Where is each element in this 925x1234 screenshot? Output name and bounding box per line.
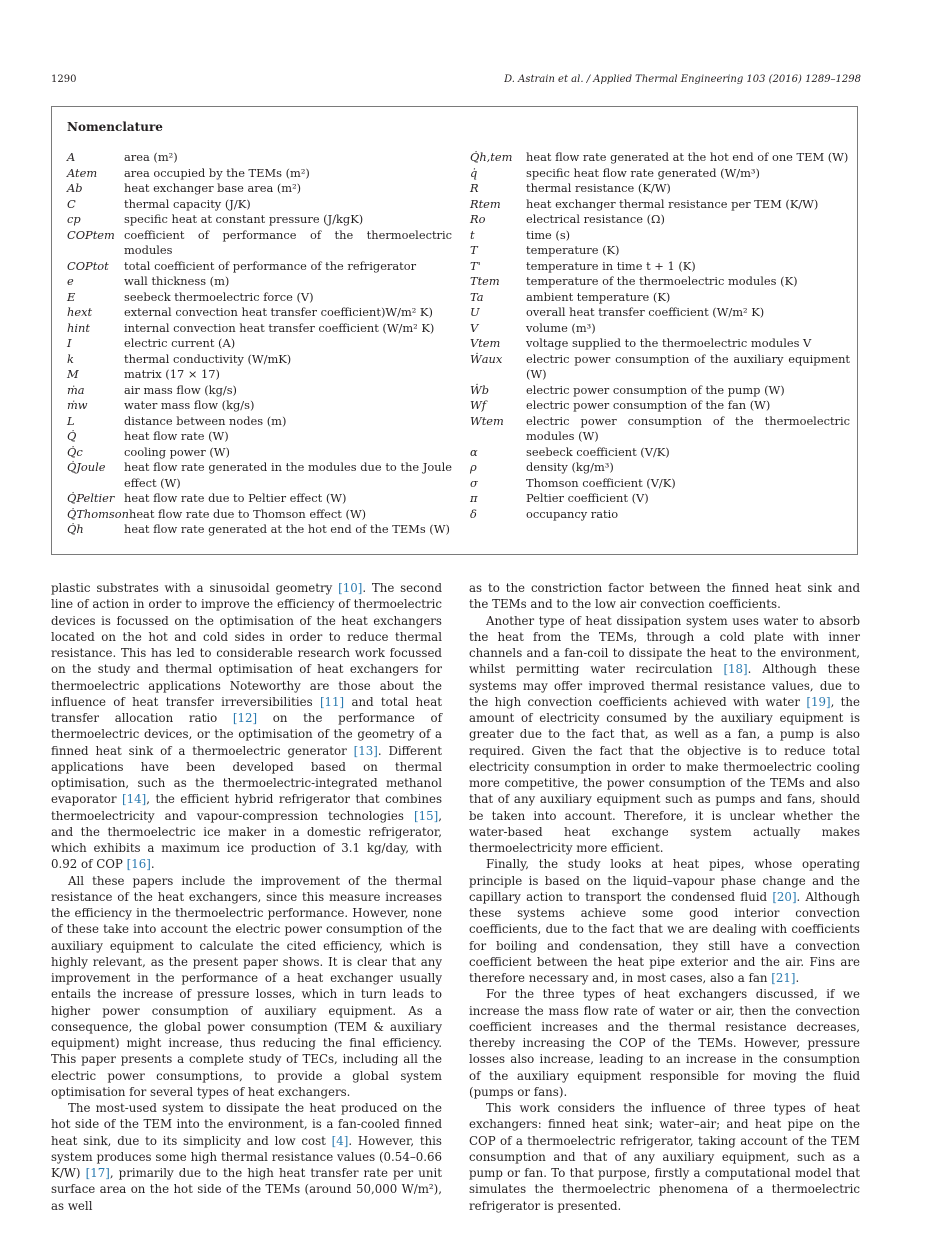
- nomenclature-entry: [470, 460, 850, 476]
- nomenclature-symbol: ṁw: [67, 398, 88, 412]
- nomenclature-definition: electrical resistance (Ω): [526, 212, 665, 226]
- nomenclature-definition: Peltier coefficient (V): [526, 491, 649, 505]
- page-number: 1290: [51, 74, 77, 85]
- nomenclature-definition: coefficient of performance of the thermoelectric modules: [124, 227, 452, 257]
- nomenclature-symbol: e: [67, 274, 74, 288]
- nomenclature-definition: temperature of the thermoelectric modules (K): [526, 274, 798, 288]
- reference-link[interactable]: [21]: [771, 971, 796, 985]
- nomenclature-entry: [67, 367, 452, 383]
- nomenclature-definition: matrix (17 × 17): [124, 367, 220, 381]
- nomenclature-symbol: Ttem: [470, 274, 500, 288]
- nomenclature-entry: [67, 150, 452, 166]
- nomenclature-entry: [470, 243, 850, 259]
- nomenclature-entry: [470, 259, 850, 275]
- nomenclature-definition: temperature in time t + 1 (K): [526, 258, 696, 273]
- nomenclature-entry: [67, 414, 452, 430]
- nomenclature-entry: [470, 336, 850, 352]
- nomenclature-definition: cooling power (W): [124, 444, 230, 459]
- nomenclature-definition: electric power consumption of the pump (W): [526, 382, 785, 397]
- nomenclature-definition: heat exchanger thermal resistance per TEM (K/W): [526, 196, 819, 211]
- reference-link[interactable]: [15]: [414, 808, 439, 823]
- body-paragraph: This work considers the influence of three types of heat exchangers: finned heat sink; water–air; and heat pipe on the COP of a thermoelectric refrigerator, taking account of the TEM consumption and that of any auxiliary equipment, such as a pump or fan. To that purpose, firstly a computational model that simulates the thermoelectric phenomena of a thermoelectric refrigerator is presented.: [469, 1101, 860, 1213]
- nomenclature-entry: [67, 181, 452, 197]
- nomenclature-definition: seebeck thermoelectric force (V): [124, 289, 314, 304]
- nomenclature-definition: voltage supplied to the thermoelectric modules V: [526, 336, 812, 350]
- nomenclature-symbol: Q̇c: [67, 444, 83, 459]
- body-paragraph: plastic substrates with a sinusoidal geometry [10]. The second line of action in order to improve the efficiency of thermoelectric devices is focussed on the optimisation of the heat exchangers located on the hot and cold sides in order to reduce thermal resistance. This has led to considerable research work focussed on the study and thermal optimisation of heat exchangers for thermoelectric applications Noteworthy are those about the influence of heat transfer irreversibilities [11] and total heat transfer allocation ratio [12] on the performance of thermoelectric devices, or the optimisation of the geometry of a finned heat sink of a thermoelectric generator [13]. Different applications have been developed based on thermal optimisation, such as the thermoelectric-integrated methanol evaporator [14], the efficient hybrid refrigerator that combines thermoelectricity and vapour-compression technologies [15], and the thermoelectric ice maker in a domestic refrigerator, which exhibits a maximum ice production of 3.1 kg/day, with 0.92 of COP [16].: [51, 581, 442, 872]
- body-left-column: [51, 580, 442, 1214]
- nomenclature-definition: thermal resistance (K/W): [526, 181, 671, 195]
- reference-link[interactable]: [10]: [338, 581, 363, 595]
- reference-link[interactable]: [16]: [126, 857, 151, 872]
- nomenclature-entry: [67, 228, 452, 259]
- nomenclature-symbol: COPtem: [67, 227, 115, 242]
- nomenclature-definition: heat exchanger base area (m²): [124, 181, 302, 195]
- nomenclature-entry: [67, 290, 452, 306]
- journal-citation: D. Astrain et al. / Applied Thermal Engineering 103 (2016) 1289–1298: [504, 74, 861, 85]
- nomenclature-symbol: Q̇Joule: [67, 460, 106, 474]
- nomenclature-definition: thermal capacity (J/K): [124, 196, 251, 211]
- nomenclature-right-column: [470, 150, 850, 522]
- nomenclature-symbol: Ẇaux: [470, 351, 503, 366]
- nomenclature-entry: [470, 212, 850, 228]
- nomenclature-entry: [67, 274, 452, 290]
- nomenclature-definition: heat flow rate generated at the hot end of the TEMs (W): [124, 522, 450, 536]
- nomenclature-title: Nomenclature: [67, 120, 163, 134]
- nomenclature-symbol: hext: [67, 305, 93, 319]
- nomenclature-symbol: α: [470, 444, 478, 459]
- nomenclature-entry: [470, 398, 850, 414]
- nomenclature-entry: [470, 197, 850, 213]
- nomenclature-entry: [470, 321, 850, 337]
- nomenclature-symbol: q̇: [470, 165, 478, 180]
- nomenclature-symbol: ρ: [470, 460, 477, 474]
- nomenclature-box: [51, 106, 858, 555]
- nomenclature-symbol: Q̇h,tem: [470, 150, 513, 164]
- nomenclature-entry: [67, 522, 452, 538]
- nomenclature-symbol: T': [470, 258, 481, 273]
- nomenclature-symbol: Wtem: [470, 413, 504, 428]
- nomenclature-entry: [67, 321, 452, 337]
- nomenclature-entry: [67, 212, 452, 228]
- nomenclature-entry: [470, 274, 850, 290]
- reference-link[interactable]: [12]: [232, 711, 258, 725]
- nomenclature-symbol: Atem: [67, 165, 98, 180]
- reference-link[interactable]: [18]: [723, 662, 748, 677]
- nomenclature-definition: volume (m³): [526, 320, 596, 335]
- nomenclature-symbol: Rtem: [470, 196, 501, 211]
- nomenclature-symbol: Q̇: [67, 429, 77, 443]
- nomenclature-definition: area occupied by the TEMs (m²): [124, 165, 310, 180]
- nomenclature-definition: external convection heat transfer coefficient)W/m² K): [124, 305, 433, 319]
- nomenclature-definition: area (m²): [124, 150, 178, 164]
- nomenclature-symbol: Q̇Thomson: [67, 506, 129, 521]
- nomenclature-symbol: σ: [470, 475, 478, 490]
- nomenclature-definition: electric power consumption of the auxiliary equipment (W): [526, 351, 850, 381]
- nomenclature-symbol: Ta: [470, 289, 484, 304]
- nomenclature-definition: air mass flow (kg/s): [124, 382, 237, 397]
- nomenclature-entry: [470, 445, 850, 461]
- nomenclature-definition: temperature (K): [526, 243, 620, 257]
- reference-link[interactable]: [11]: [319, 694, 345, 709]
- nomenclature-entry: [67, 460, 452, 491]
- nomenclature-definition: Thomson coefficient (V/K): [526, 475, 676, 490]
- nomenclature-symbol: Q̇h: [67, 522, 84, 536]
- nomenclature-entry: [67, 336, 452, 352]
- nomenclature-left-column: [67, 150, 452, 538]
- nomenclature-symbol: C: [67, 196, 76, 211]
- nomenclature-definition: time (s): [526, 227, 571, 242]
- nomenclature-definition: electric power consumption of the thermoelectric modules (W): [526, 413, 850, 443]
- nomenclature-symbol: R: [470, 181, 479, 195]
- nomenclature-symbol: Ro: [470, 212, 486, 226]
- nomenclature-entry: [67, 352, 452, 368]
- nomenclature-definition: heat flow rate due to Thomson effect (W): [128, 506, 367, 521]
- reference-link[interactable]: [17]: [85, 1166, 110, 1180]
- nomenclature-symbol: ṁa: [67, 382, 85, 397]
- nomenclature-symbol: π: [470, 491, 478, 505]
- nomenclature-definition: density (kg/m³): [526, 460, 614, 474]
- nomenclature-definition: water mass flow (kg/s): [124, 398, 255, 412]
- nomenclature-entry: [470, 305, 850, 321]
- nomenclature-definition: heat flow rate generated in the modules due to the Joule effect (W): [124, 460, 452, 490]
- body-paragraph: All these papers include the improvement of the thermal resistance of the heat exchangers, since this measure increases the efficiency in the thermoelectric performance. However, none of these take into account the electric power consumption of the auxiliary equipment to calculate the cited efficiency, which is highly relevant, as the present paper shows. It is clear that any improvement in the performance of a heat exchanger usually entails the increase of pressure losses, which in turn leads to higher power consumption of auxiliary equipment. As a consequence, the global power consumption (TEM & auxiliary equipment) might increase, thus reducing the final efficiency. This paper presents a complete study of TECs, including all the electric power consumptions, to provide a global system optimisation for several types of heat exchangers.: [51, 873, 442, 1099]
- nomenclature-definition: electric current (A): [124, 336, 236, 350]
- nomenclature-entry: [470, 383, 850, 399]
- nomenclature-definition: internal convection heat transfer coefficient (W/m² K): [124, 320, 435, 335]
- nomenclature-symbol: E: [67, 289, 76, 304]
- nomenclature-definition: occupancy ratio: [526, 506, 619, 521]
- nomenclature-symbol: Vtem: [470, 336, 501, 350]
- nomenclature-entry: [67, 429, 452, 445]
- nomenclature-symbol: t: [470, 227, 475, 242]
- reference-link[interactable]: [14]: [122, 792, 147, 807]
- body-paragraph: The most-used system to dissipate the heat produced on the hot side of the TEM into the environment, is a fan-cooled finned heat sink, due to its simplicity and low cost [4]. However, this system produces some high thermal resistance values (0.54–0.66 K/W) [17], primarily due to the high heat transfer rate per unit surface area on the hot side of the TEMs (around 50,000 W/m²), as well: [51, 1101, 442, 1213]
- nomenclature-entry: [470, 414, 850, 445]
- reference-link[interactable]: [13]: [353, 743, 378, 758]
- reference-link[interactable]: [19]: [806, 694, 831, 709]
- nomenclature-entry: [67, 197, 452, 213]
- body-paragraph: Another type of heat dissipation system uses water to absorb the heat from the TEMs, through a cold plate with inner channels and a fan-coil to dissipate the heat to the environment, whilst permitting water recirculation [18]. Although these systems may offer improved thermal resistance values, due to the high convection coefficients achieved with water [19], the amount of electricity consumed by the auxiliary equipment is greater due to the fact that, as well as a fan, a pump is also required. Given the fact that the objective is to reduce total electricity consumption in order to make thermoelectric cooling more competitive, the power consumption of the TEMs and also that of any auxiliary equipment such as pumps and fans, should be taken into account. Therefore, it is unclear whether the water-based heat exchange system actually makes thermoelectricity more efficient.: [469, 613, 860, 855]
- running-head: [51, 73, 861, 87]
- nomenclature-symbol: Ẇb: [470, 382, 489, 397]
- nomenclature-symbol: hint: [67, 320, 90, 335]
- nomenclature-entry: [470, 166, 850, 182]
- nomenclature-symbol: I: [67, 336, 72, 350]
- body-right-column: [469, 580, 860, 1214]
- nomenclature-symbol: δ: [470, 506, 477, 521]
- nomenclature-symbol: cp: [67, 212, 81, 226]
- nomenclature-entry: [470, 476, 850, 492]
- nomenclature-entry: [67, 383, 452, 399]
- nomenclature-entry: [67, 445, 452, 461]
- body-paragraph: For the three types of heat exchangers discussed, if we increase the mass flow rate of water or air, then the convection coefficient increases and the thermal resistance decreases, thereby increasing the COP of the TEMs. However, pressure losses also increase, leading to an increase in the consumption of the auxiliary equipment responsible for moving the fluid (pumps or fans).: [469, 987, 860, 1099]
- nomenclature-symbol: U: [470, 305, 480, 319]
- nomenclature-definition: wall thickness (m): [124, 274, 230, 288]
- reference-link[interactable]: [20]: [772, 889, 797, 904]
- nomenclature-definition: ambient temperature (K): [526, 289, 671, 304]
- nomenclature-symbol: Ab: [67, 181, 83, 195]
- nomenclature-symbol: T: [470, 243, 478, 257]
- nomenclature-definition: specific heat at constant pressure (J/kgK): [124, 212, 364, 226]
- nomenclature-entry: [67, 166, 452, 182]
- nomenclature-definition: thermal conductivity (W/mK): [124, 351, 292, 366]
- body-paragraph: as to the constriction factor between the finned heat sink and the TEMs and to the low air convection coefficients.: [469, 581, 860, 612]
- nomenclature-definition: heat flow rate (W): [124, 429, 229, 443]
- nomenclature-definition: total coefficient of performance of the refrigerator: [124, 258, 417, 273]
- nomenclature-definition: specific heat flow rate generated (W/m³): [526, 165, 760, 180]
- nomenclature-symbol: Wf: [470, 398, 486, 412]
- nomenclature-entry: [470, 491, 850, 507]
- nomenclature-symbol: V: [470, 320, 479, 335]
- nomenclature-definition: seebeck coefficient (V/K): [526, 444, 670, 459]
- nomenclature-entry: [470, 181, 850, 197]
- nomenclature-definition: overall heat transfer coefficient (W/m² K): [526, 305, 765, 319]
- nomenclature-entry: [470, 150, 850, 166]
- nomenclature-entry: [67, 305, 452, 321]
- nomenclature-symbol: k: [67, 351, 74, 366]
- nomenclature-symbol: A: [67, 150, 76, 164]
- nomenclature-entry: [470, 290, 850, 306]
- nomenclature-symbol: Q̇Peltier: [67, 491, 115, 505]
- nomenclature-symbol: COPtot: [67, 258, 109, 273]
- nomenclature-definition: distance between nodes (m): [124, 413, 287, 428]
- nomenclature-symbol: L: [67, 413, 75, 428]
- body-paragraph: Finally, the study looks at heat pipes, whose operating principle is based on the liquid–vapour phase change and the capillary action to transport the condensed fluid [20]. Although these systems achieve some good interior convection coefficients, due to the fact that we are dealing with coefficients for boiling and condensation, they still have a convection coefficient between the heat pipe exterior and the air. Fins are therefore necessary and, in most cases, also a fan [21].: [469, 857, 860, 985]
- reference-link[interactable]: [4]: [331, 1133, 349, 1148]
- nomenclature-entry: [67, 507, 452, 523]
- nomenclature-symbol: M: [67, 367, 79, 381]
- nomenclature-definition: electric power consumption of the fan (W): [526, 398, 771, 412]
- nomenclature-definition: heat flow rate due to Peltier effect (W): [124, 491, 347, 505]
- nomenclature-entry: [67, 259, 452, 275]
- nomenclature-entry: [470, 228, 850, 244]
- nomenclature-entry: [470, 352, 850, 383]
- nomenclature-entry: [67, 398, 452, 414]
- nomenclature-entry: [470, 507, 850, 523]
- nomenclature-definition: heat flow rate generated at the hot end of one TEM (W): [526, 150, 849, 164]
- nomenclature-entry: [67, 491, 452, 507]
